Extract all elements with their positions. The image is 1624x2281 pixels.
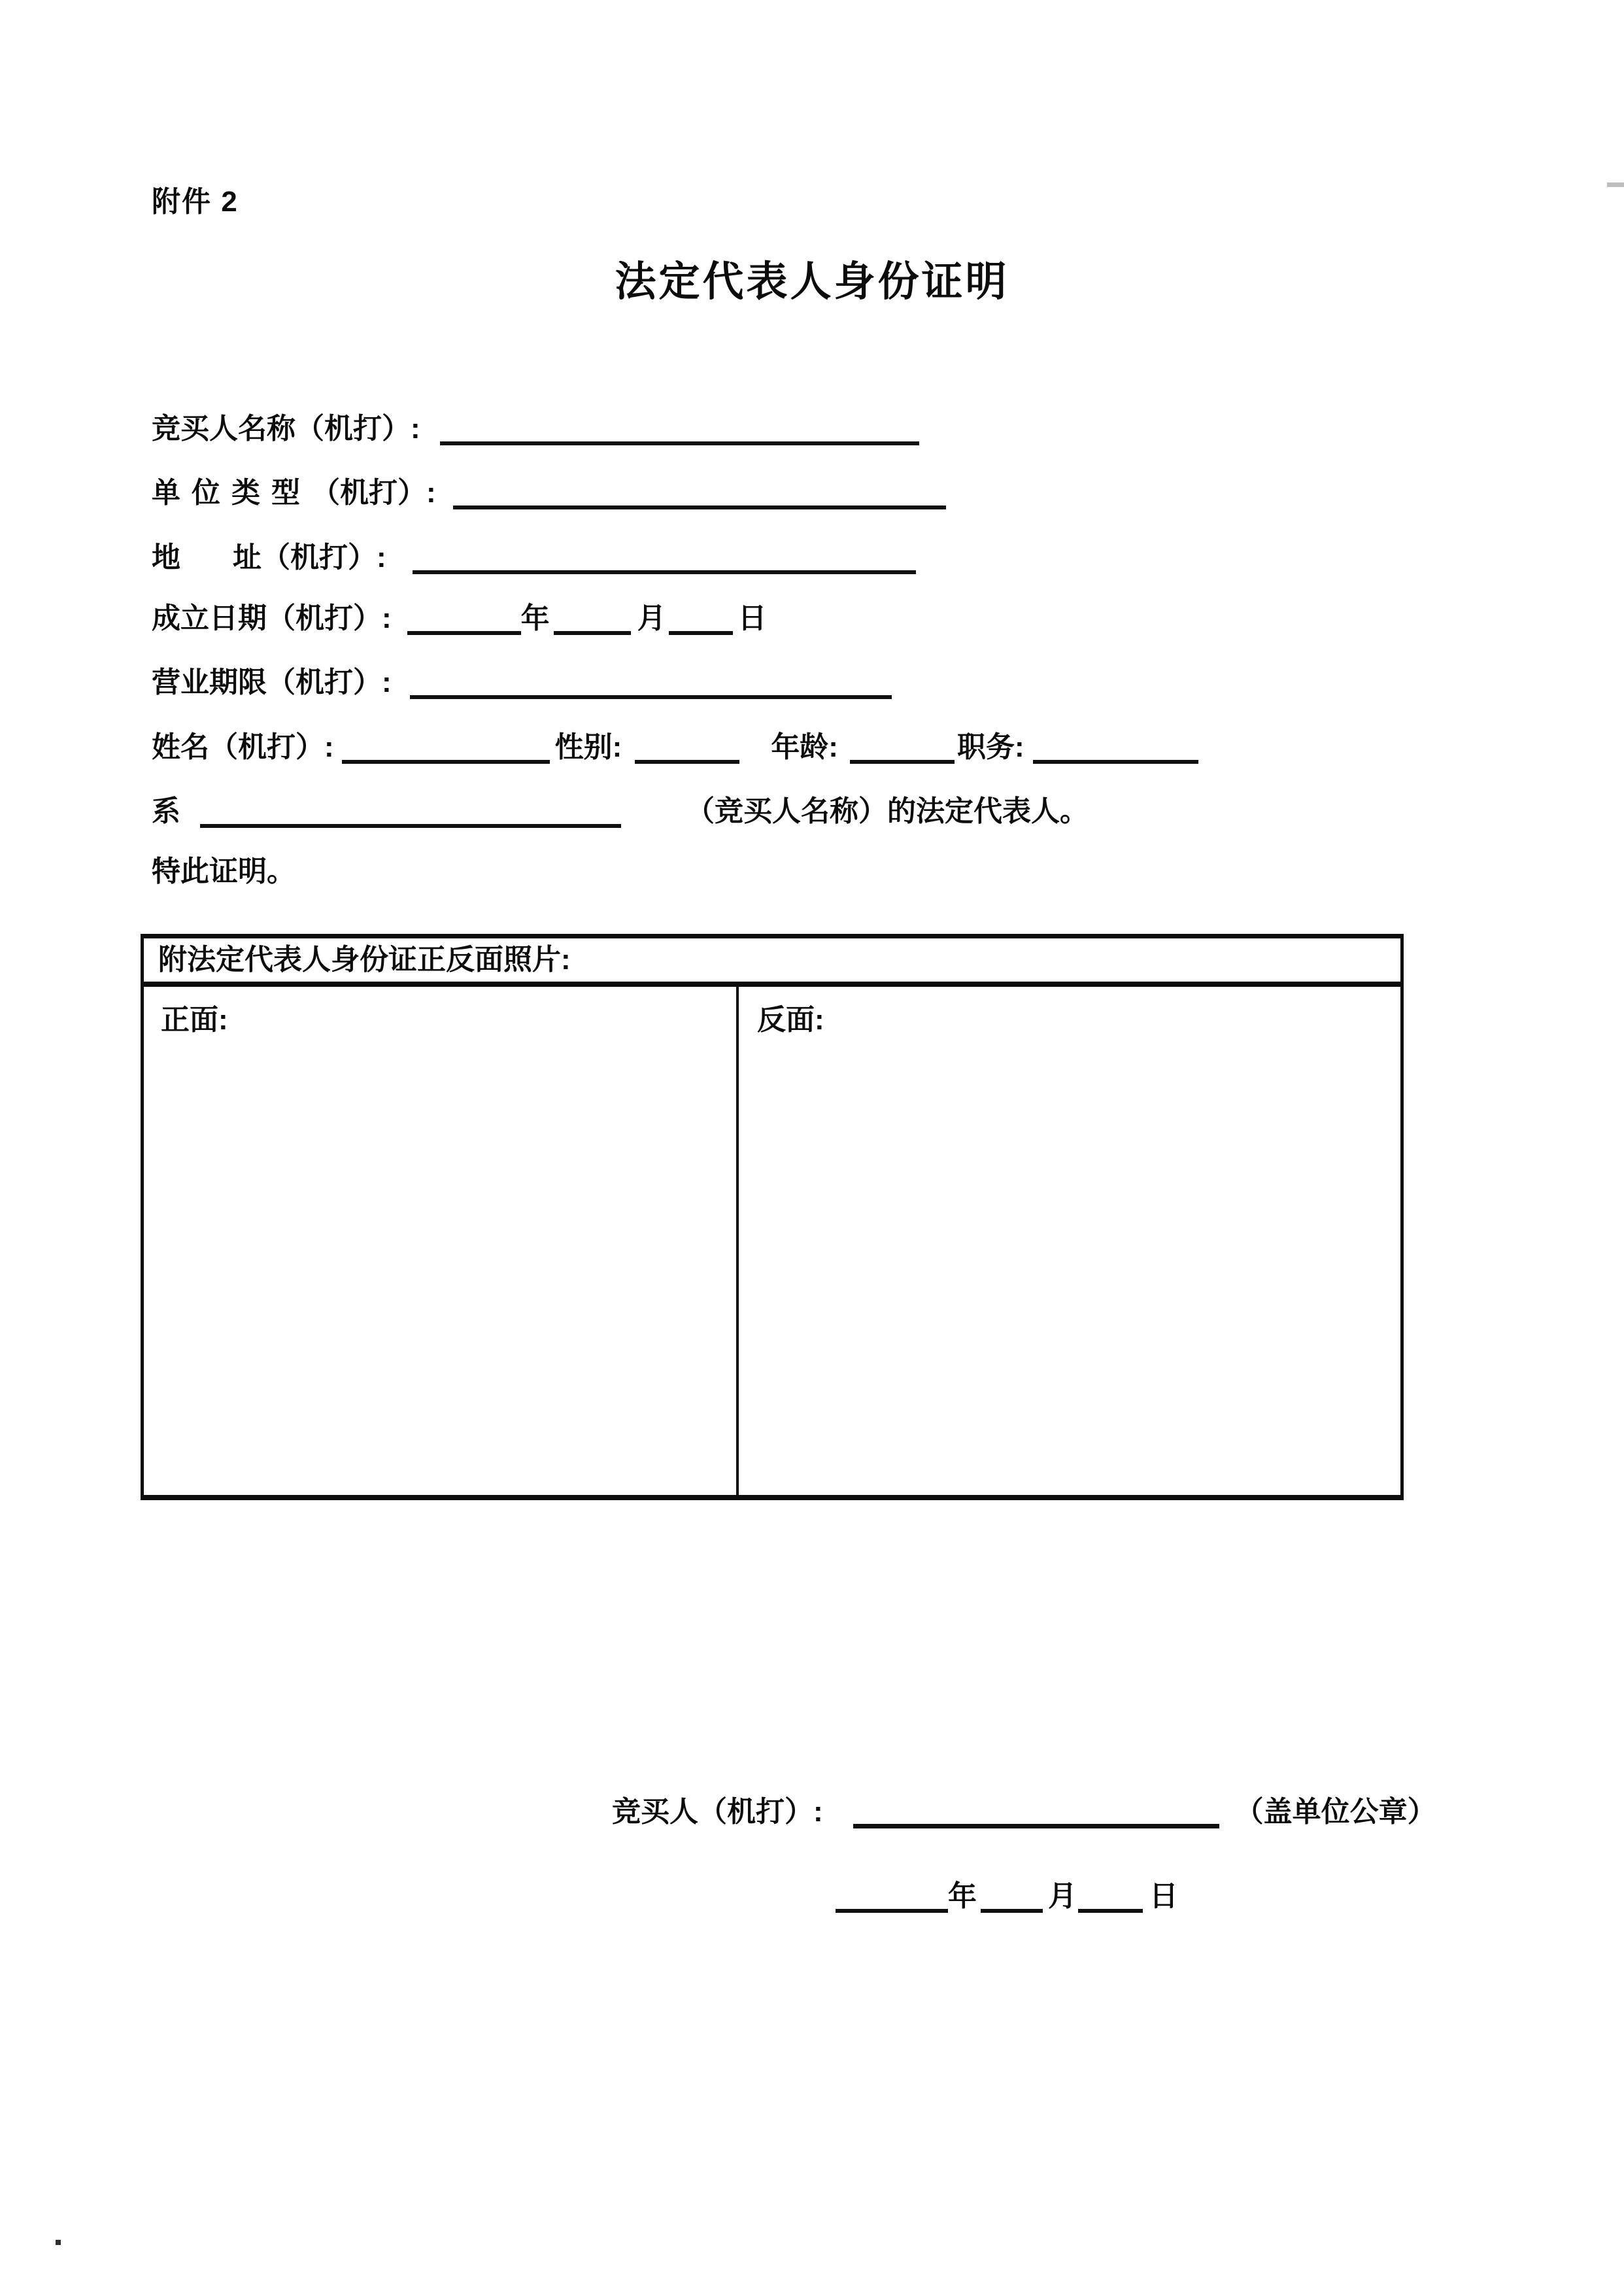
person-age-blank <box>850 729 955 764</box>
date-month-label: 月 <box>1048 1880 1077 1912</box>
person-name-blank <box>342 729 550 764</box>
certification-statement: 特此证明。 <box>152 855 296 887</box>
field-unit-type <box>152 475 946 509</box>
date-day-blank <box>1078 1878 1143 1913</box>
person-gender-label: 性别: <box>554 731 622 763</box>
date-year-blank <box>836 1878 948 1913</box>
field-business-term <box>152 664 892 699</box>
establish-year-label: 年 <box>520 602 550 634</box>
person-age-label: 年龄: <box>771 731 838 763</box>
establish-month-blank <box>554 600 631 635</box>
establish-date-label: 成立日期（机打）: <box>152 602 392 634</box>
address-blank <box>413 540 916 574</box>
establish-year-blank <box>407 600 521 635</box>
scan-artifact-dash <box>1607 182 1624 187</box>
date-day-label: 日 <box>1149 1880 1178 1912</box>
field-address <box>152 540 916 574</box>
address-label-first: 地 <box>152 541 180 574</box>
unit-type-label-suffix: （机打）: <box>311 477 436 509</box>
field-establish-date <box>152 600 767 635</box>
document-title: 法定代表人身份证明 <box>615 259 1009 305</box>
field-person <box>152 729 1198 764</box>
photo-table-body <box>144 987 1400 1495</box>
business-term-blank <box>410 664 892 699</box>
business-term-label: 营业期限（机打）: <box>152 666 392 698</box>
address-label-gap <box>180 560 233 567</box>
affiliation-blank <box>200 793 621 828</box>
back-photo-label: 反面: <box>757 1004 824 1036</box>
establish-month-label: 月 <box>637 602 666 634</box>
back-photo-cell <box>739 987 1400 1495</box>
front-photo-cell <box>144 987 739 1495</box>
photo-table-header: 附法定代表人身份证正反面照片: <box>144 938 1400 987</box>
signature-buyer-row <box>612 1793 1436 1828</box>
affiliation-suffix: （竞买人名称）的法定代表人。 <box>686 795 1089 827</box>
buyer-name-blank <box>440 411 919 445</box>
signature-date-row <box>836 1878 1178 1913</box>
establish-day-blank <box>669 600 733 635</box>
address-label-rest: 址（机打）: <box>233 541 386 574</box>
front-photo-label: 正面: <box>161 1004 228 1036</box>
scan-artifact-dot <box>56 2240 61 2245</box>
unit-type-label: 单位类型 <box>152 477 311 509</box>
unit-type-blank <box>453 475 946 509</box>
establish-day-label: 日 <box>737 602 767 634</box>
signature-buyer-blank <box>853 1793 1219 1828</box>
field-buyer-name <box>152 411 919 445</box>
date-month-blank <box>981 1878 1043 1913</box>
seal-note: （盖单位公章） <box>1234 1796 1436 1828</box>
buyer-name-label: 竞买人名称（机打）: <box>152 413 420 445</box>
signature-buyer-label: 竞买人（机打）: <box>612 1796 823 1828</box>
person-gender-blank <box>635 729 739 764</box>
person-position-blank <box>1033 729 1198 764</box>
field-affiliation <box>152 793 1089 828</box>
person-name-label: 姓名（机打）: <box>152 731 334 763</box>
photo-table <box>141 934 1404 1500</box>
date-year-label: 年 <box>948 1880 977 1912</box>
attachment-label: 附件 2 <box>152 186 239 218</box>
affiliation-prefix: 系 <box>152 795 180 827</box>
person-position-label: 职务: <box>956 731 1024 763</box>
